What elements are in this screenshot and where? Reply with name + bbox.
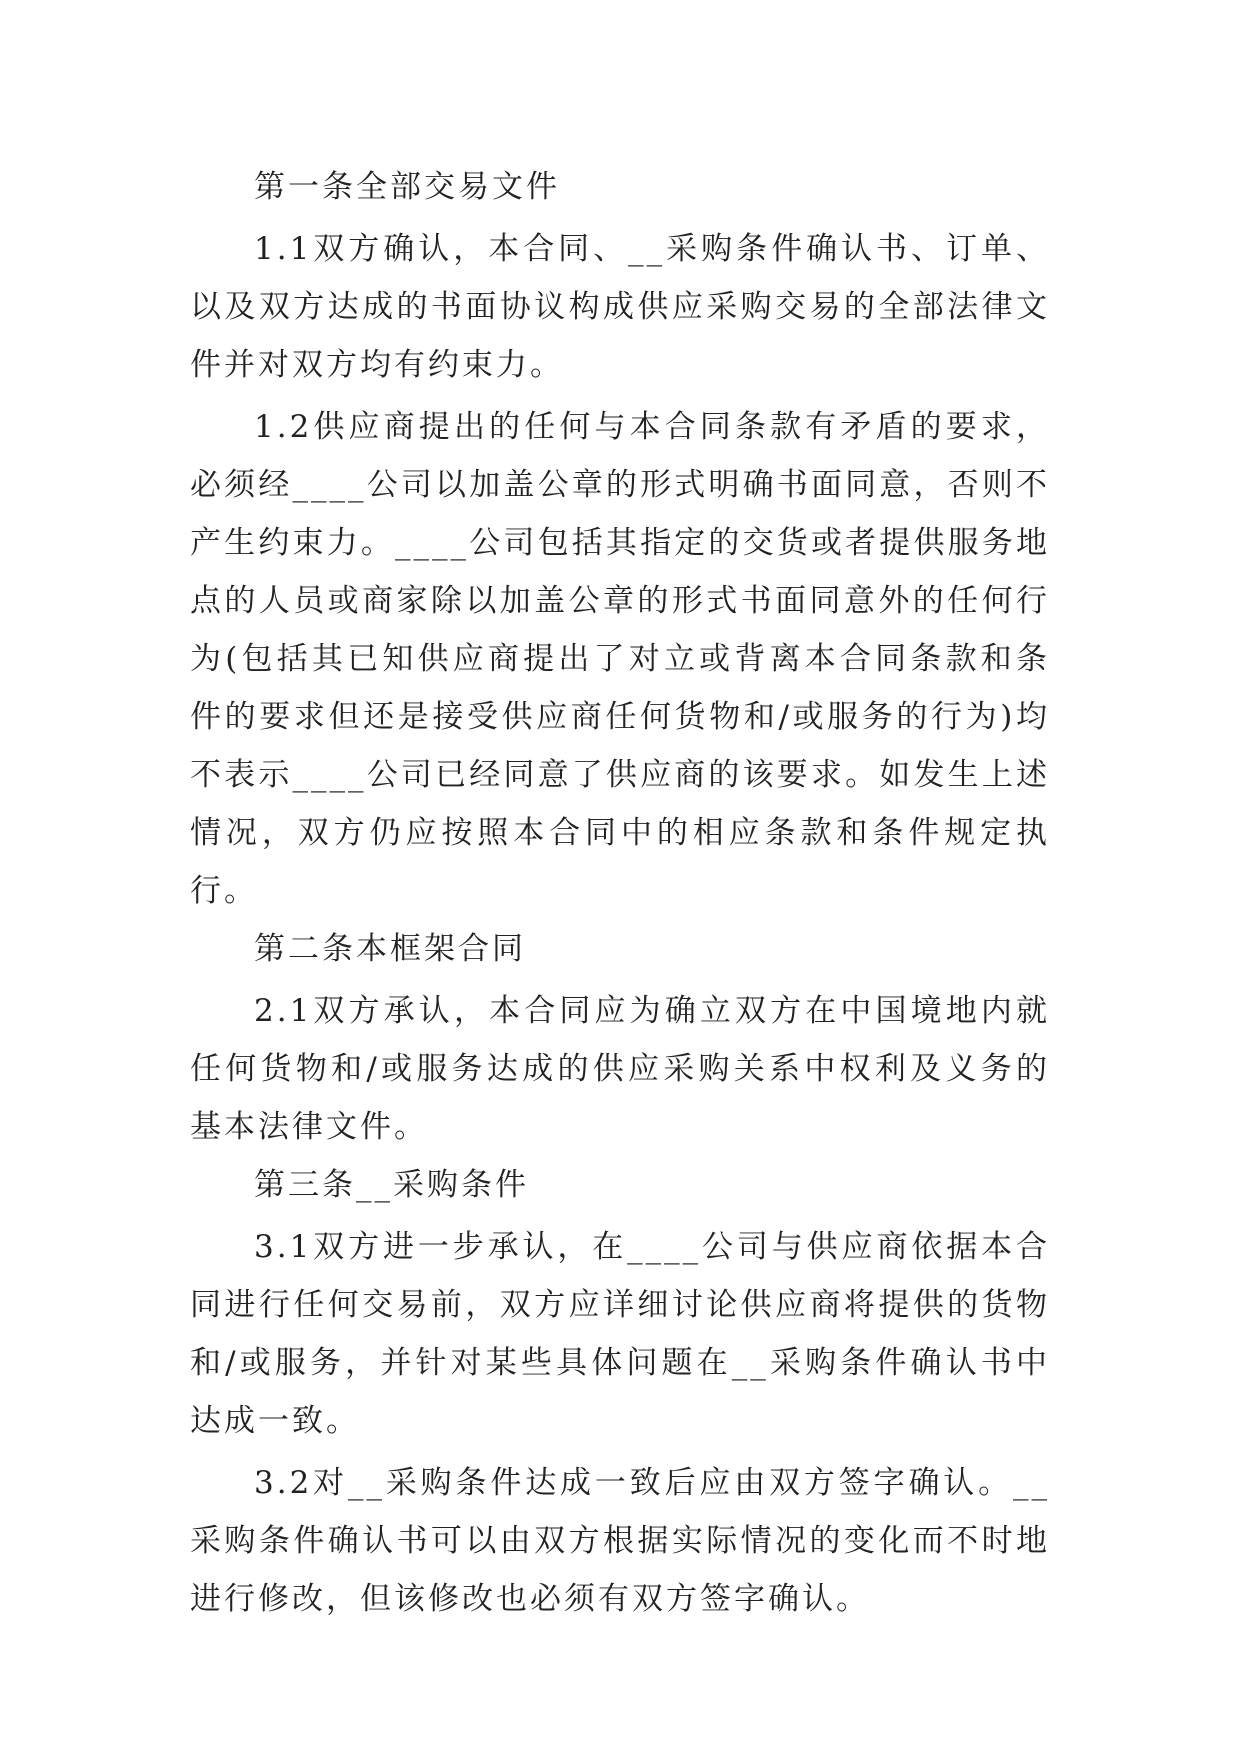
clause-3-1: 3.1双方进一步承认，在____公司与供应商依据本合同进行任何交易前，双方应详细讨论供应商将提供的货物和/或服务，并针对某些具体问题在__采购条件确认书中达成一致。 xyxy=(190,1229,1050,1439)
article-1-heading: 第一条全部交易文件 xyxy=(254,169,560,205)
article-3-heading: 第三条__采购条件 xyxy=(254,1167,529,1203)
document-body xyxy=(190,158,1050,1628)
clause-2-1: 2.1双方承认，本合同应为确立双方在中国境地内就任何货物和/或服务达成的供应采购关系中权利及义务的基本法律文件。 xyxy=(190,993,1050,1145)
clause-1-2: 1.2供应商提出的任何与本合同条款有矛盾的要求，必须经____公司以加盖公章的形式明确书面同意，否则不产生约束力。____公司包括其指定的交货或者提供服务地点的人员或商家除以加盖公章的形式书面同意外的任何行为(包括其已知供应商提出了对立或背离本合同条款和条件的要求但还是接受供应商任何货物和/或服务的行为)均不表示____公司已经同意了供应商的该要求。如发生上述情况，双方仍应按照本合同中的相应条款和条件规定执行。 xyxy=(190,409,1050,909)
article-2-heading: 第二条本框架合同 xyxy=(254,931,526,967)
clause-1-1: 1.1双方确认，本合同、__采购条件确认书、订单、以及双方达成的书面协议构成供应采购交易的全部法律文件并对双方均有约束力。 xyxy=(190,231,1050,383)
clause-3-2: 3.2对__采购条件达成一致后应由双方签字确认。__采购条件确认书可以由双方根据实际情况的变化而不时地进行修改，但该修改也必须有双方签字确认。 xyxy=(190,1465,1050,1617)
